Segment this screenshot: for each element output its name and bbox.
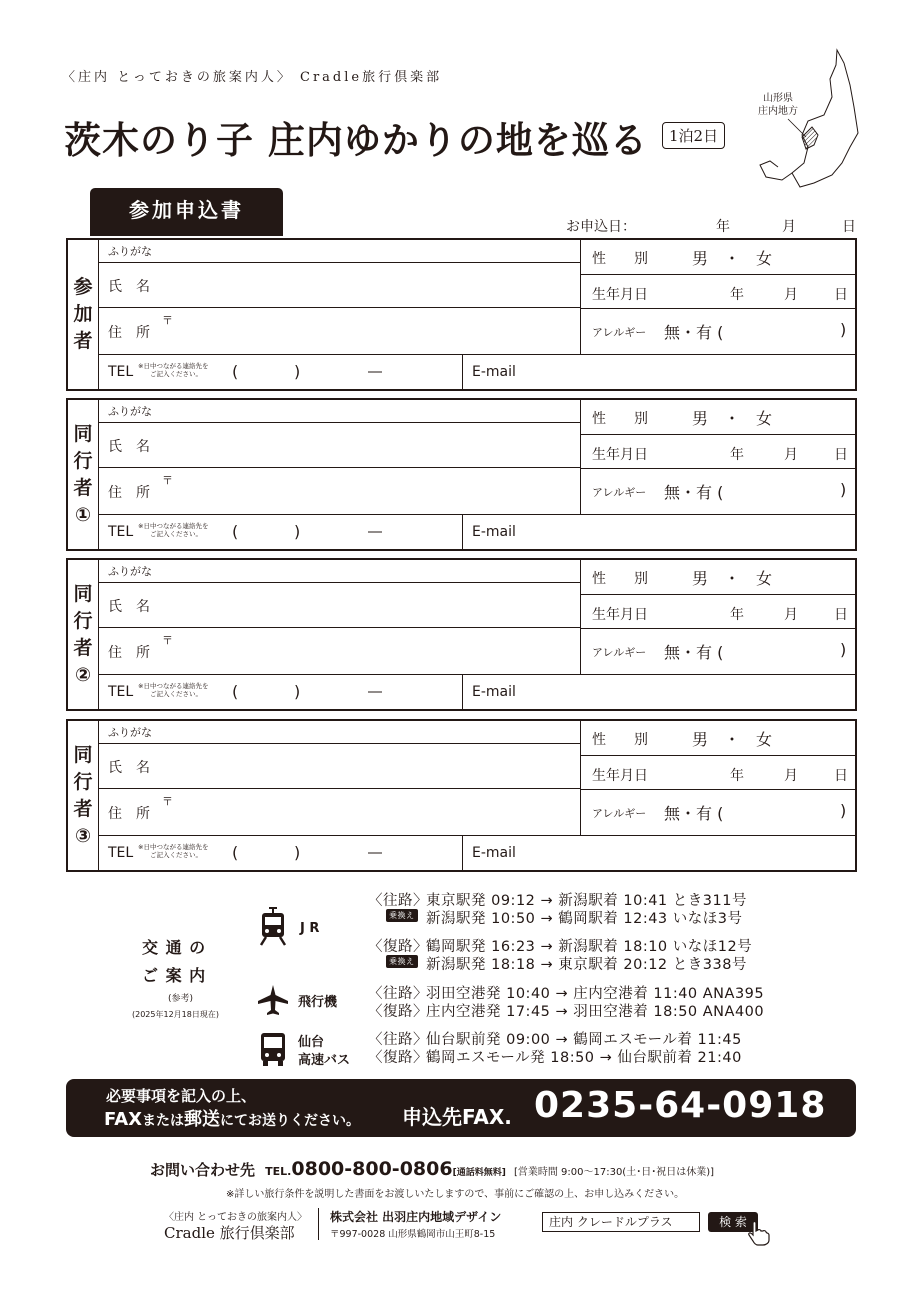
postal-mark: 〒 — [162, 474, 173, 487]
tel-field[interactable] — [238, 837, 458, 867]
birthdate-divider — [580, 628, 857, 629]
birthdate-label: 生年月日 — [592, 287, 648, 303]
pointer-hand-icon — [746, 1220, 770, 1246]
block-label-char: 行 — [73, 609, 93, 632]
air-return-tag: 〈復路〉 — [368, 1004, 428, 1020]
page-title: 茨木のり子 庄内ゆかりの地を巡る — [64, 118, 648, 162]
birthdate-month: 月 — [784, 447, 798, 463]
block-label-char: 同 — [73, 743, 93, 766]
allergy-options[interactable]: 無・有 ( — [664, 804, 724, 823]
block-number: ② — [74, 663, 92, 686]
tel-dash: ― — [368, 845, 382, 861]
jr-return-tag: 〈復路〉 — [368, 939, 428, 955]
block-label — [68, 721, 99, 870]
furigana-label: ふりがな — [108, 245, 152, 258]
block-label-char: 参 — [73, 276, 93, 298]
birthdate-month: 月 — [784, 287, 798, 303]
contact-tel-prefix: TEL. — [265, 1165, 292, 1178]
contact-line — [150, 1158, 714, 1180]
tel-note-2: ご記入ください。 — [150, 370, 202, 378]
block-label-char: 行 — [73, 449, 93, 472]
allergy-options[interactable]: 無・有 ( — [664, 323, 724, 342]
tel-paren-open: ( — [232, 362, 239, 381]
allergy-close: ) — [840, 640, 847, 659]
post-word: 郵送 — [184, 1109, 221, 1130]
date-month-label: 月 — [782, 219, 796, 235]
address-field[interactable] — [178, 789, 578, 834]
gender-divider — [580, 274, 857, 275]
tel-field[interactable] — [238, 516, 458, 546]
transport-heading-note: (参考) — [168, 994, 194, 1004]
tel-field[interactable] — [238, 676, 458, 706]
application-date-label: お申込日： — [566, 219, 636, 235]
block-number: ③ — [74, 824, 92, 847]
address-label: 住 所 — [108, 645, 150, 661]
block-label-char: 同 — [73, 422, 93, 445]
gender-divider — [580, 434, 857, 435]
gender-label: 性 別 — [592, 411, 648, 427]
email-field[interactable] — [528, 676, 853, 706]
birthdate-year: 年 — [730, 287, 744, 303]
tel-email-divider — [462, 674, 463, 709]
bus-return-tag: 〈復路〉 — [368, 1050, 428, 1066]
block-label-char: 者 — [73, 330, 93, 352]
tel-paren-close: ) — [294, 843, 301, 862]
bus-label-1: 仙台 — [298, 1035, 325, 1050]
tel-note-1: ※日中つながる連絡先を — [138, 843, 209, 851]
address-label: 住 所 — [108, 485, 150, 501]
map-label — [752, 92, 804, 118]
tel-note-1: ※日中つながる連絡先を — [138, 522, 209, 530]
block-label — [68, 240, 99, 389]
email-label: E-mail — [472, 364, 516, 380]
birthdate-divider — [580, 468, 857, 469]
date-year-label: 年 — [716, 219, 730, 235]
tagline: 〈庄内 とっておきの旅案内人〉 Cradle旅行倶楽部 — [62, 70, 443, 85]
tel-paren-close: ) — [294, 362, 301, 381]
name-label: 氏 名 — [108, 439, 150, 455]
map-label-line2: 庄内地方 — [758, 106, 798, 117]
furigana-label: ふりがな — [108, 405, 152, 418]
column-divider — [580, 721, 581, 835]
birthdate-day: 日 — [834, 768, 848, 784]
contact-hours: [営業時間 9:00～17:30(土･日･祝日は休業)] — [513, 1167, 715, 1178]
tel-label: TEL — [108, 845, 134, 861]
air-outbound: 羽田空港発 10:40 → 庄内空港着 11:40 ANA395 — [426, 986, 765, 1002]
tel-paren-open: ( — [232, 682, 239, 701]
fax-line1: 必要事項を記入の上、 — [106, 1087, 257, 1105]
allergy-close: ) — [840, 320, 847, 339]
transport-heading-1: 交 通 の — [142, 938, 207, 957]
gender-label: 性 別 — [592, 251, 648, 267]
address-field[interactable] — [178, 468, 578, 513]
tel-dash: ― — [368, 364, 382, 380]
jr-outbound-2: 新潟駅発 10:50 → 鶴岡駅着 12:43 いなほ3号 — [426, 911, 743, 927]
allergy-label: アレルギー — [592, 646, 647, 659]
contact-toll-free: [通話料無料] — [452, 1168, 506, 1178]
transfer-badge: 乗換え — [386, 909, 418, 922]
furigana-label: ふりがな — [108, 726, 152, 739]
birthdate-year: 年 — [730, 607, 744, 623]
column-divider — [580, 560, 581, 674]
tel-field[interactable] — [238, 356, 458, 386]
allergy-close: ) — [840, 801, 847, 820]
footer — [160, 1206, 780, 1256]
birthdate-day: 日 — [834, 287, 848, 303]
terms-note: ※詳しい旅行条件を説明した書面をお渡しいたしますので、事前にご確認の上、お申し込みください。 — [226, 1189, 685, 1200]
bus-outbound-tag: 〈往路〉 — [368, 1032, 428, 1048]
plane-label: 飛行機 — [298, 995, 338, 1010]
birthdate-day: 日 — [834, 607, 848, 623]
tel-label: TEL — [108, 364, 134, 380]
tel-note-2: ご記入ください。 — [150, 690, 202, 698]
allergy-options[interactable]: 無・有 ( — [664, 483, 724, 502]
address-field[interactable] — [178, 628, 578, 673]
birthdate-month: 月 — [784, 768, 798, 784]
search-input[interactable]: 庄内 クレードルプラス — [542, 1212, 700, 1232]
email-label: E-mail — [472, 524, 516, 540]
transport-guide — [132, 885, 858, 1075]
fax-number: 0235-64-0918 — [534, 1085, 827, 1126]
gender-options[interactable]: 男 ・ 女 — [692, 569, 773, 588]
block-label-char: 行 — [73, 770, 93, 793]
address-label: 住 所 — [108, 325, 150, 341]
name-field[interactable] — [158, 263, 578, 306]
search-button[interactable]: 検 索 — [708, 1212, 758, 1232]
jr-outbound-transfer — [386, 907, 421, 923]
block-label — [68, 400, 99, 549]
bus-outbound: 仙台駅前発 09:00 → 鶴岡エスモール着 11:45 — [426, 1032, 742, 1048]
jr-return-1: 鶴岡駅発 16:23 → 新潟駅着 18:10 いなほ12号 — [426, 939, 753, 955]
contact-divider — [99, 514, 857, 515]
gender-options[interactable]: 男 ・ 女 — [692, 730, 773, 749]
email-field[interactable] — [528, 837, 853, 867]
jr-label: J R — [300, 921, 320, 936]
jr-return-2: 新潟駅発 18:18 → 東京駅着 20:12 とき338号 — [426, 957, 747, 973]
tel-label: TEL — [108, 524, 134, 540]
or-word: または — [142, 1113, 185, 1129]
jr-outbound-1: 東京駅発 09:12 → 新潟駅着 10:41 とき311号 — [426, 893, 747, 909]
allergy-label: アレルギー — [592, 807, 647, 820]
postal-mark: 〒 — [162, 314, 173, 327]
birthdate-label: 生年月日 — [592, 447, 648, 463]
contact-label: お問い合わせ先 — [150, 1161, 256, 1179]
allergy-close: ) — [840, 480, 847, 499]
tel-note-2: ご記入ください。 — [150, 530, 202, 538]
allergy-label: アレルギー — [592, 486, 647, 499]
transport-heading-date: (2025年12月18日現在) — [132, 1010, 219, 1019]
contact-phone[interactable]: 0800-800-0806 — [291, 1158, 453, 1180]
email-label: E-mail — [472, 684, 516, 700]
date-day-label: 日 — [842, 219, 856, 235]
gender-options[interactable]: 男 ・ 女 — [692, 409, 773, 428]
column-divider — [580, 400, 581, 514]
applicant-block — [66, 398, 857, 551]
birthdate-year: 年 — [730, 768, 744, 784]
email-field[interactable] — [528, 356, 853, 386]
bus-return: 鶴岡エスモール発 18:50 → 仙台駅前着 21:40 — [426, 1050, 742, 1066]
birthdate-year: 年 — [730, 447, 744, 463]
tel-dash: ― — [368, 684, 382, 700]
map-label-line1: 山形県 — [763, 93, 793, 104]
jr-return-transfer — [386, 953, 421, 969]
transport-heading-2: ご 案 内 — [142, 966, 207, 985]
address-field[interactable] — [178, 308, 578, 353]
air-outbound-tag: 〈往路〉 — [368, 986, 428, 1002]
tel-note-1: ※日中つながる連絡先を — [138, 362, 209, 370]
bus-icon — [258, 1031, 288, 1067]
name-label: 氏 名 — [108, 599, 150, 615]
tel-paren-open: ( — [232, 843, 239, 862]
tel-email-divider — [462, 514, 463, 549]
bus-label-2: 高速バス — [298, 1053, 351, 1068]
applicant-block — [66, 558, 857, 711]
airplane-icon — [256, 983, 290, 1017]
fax-banner — [66, 1079, 856, 1137]
contact-divider — [99, 674, 857, 675]
email-label: E-mail — [472, 845, 516, 861]
applicant-block — [66, 719, 857, 872]
name-field[interactable] — [158, 744, 578, 787]
email-field[interactable] — [528, 516, 853, 546]
name-field[interactable] — [158, 583, 578, 626]
duration-badge: 1泊2日 — [662, 122, 725, 149]
block-label-char: 加 — [73, 303, 93, 325]
address-label: 住 所 — [108, 806, 150, 822]
footer-brand-tagline: 〈庄内 とっておきの旅案内人〉 — [164, 1212, 307, 1223]
jr-outbound-tag: 〈往路〉 — [368, 893, 428, 909]
birthdate-divider — [580, 308, 857, 309]
tel-dash: ― — [368, 524, 382, 540]
tel-label: TEL — [108, 684, 134, 700]
block-number: ① — [74, 503, 92, 526]
birthdate-label: 生年月日 — [592, 768, 648, 784]
column-divider — [580, 240, 581, 354]
gender-divider — [580, 594, 857, 595]
birthdate-month: 月 — [784, 607, 798, 623]
block-label-char: 者 — [73, 797, 93, 820]
tel-email-divider — [462, 835, 463, 870]
postal-mark: 〒 — [162, 795, 173, 808]
gender-options[interactable]: 男 ・ 女 — [692, 249, 773, 268]
fax-word: FAX — [104, 1109, 143, 1130]
form-tab: 参加申込書 — [90, 188, 283, 236]
contact-divider — [99, 354, 857, 355]
name-label: 氏 名 — [108, 760, 150, 776]
birthdate-day: 日 — [834, 447, 848, 463]
allergy-label: アレルギー — [592, 326, 647, 339]
furigana-label: ふりがな — [108, 565, 152, 578]
block-label-char: 者 — [73, 476, 93, 499]
postal-mark: 〒 — [162, 634, 173, 647]
tel-email-divider — [462, 354, 463, 389]
allergy-options[interactable]: 無・有 ( — [664, 643, 724, 662]
air-return: 庄内空港発 17:45 → 羽田空港着 18:50 ANA400 — [426, 1004, 765, 1020]
block-label-char: 同 — [73, 582, 93, 605]
tel-note-2: ご記入ください。 — [150, 851, 202, 859]
applicant-block — [66, 238, 857, 391]
footer-divider — [318, 1208, 319, 1240]
send-text: にてお送りください。 — [220, 1113, 361, 1129]
gender-divider — [580, 755, 857, 756]
gender-label: 性 別 — [592, 571, 648, 587]
birthdate-label: 生年月日 — [592, 607, 648, 623]
tel-paren-close: ) — [294, 682, 301, 701]
block-label — [68, 560, 99, 709]
footer-brand-name: Cradle 旅行倶楽部 — [164, 1224, 295, 1242]
gender-label: 性 別 — [592, 732, 648, 748]
birthdate-divider — [580, 789, 857, 790]
name-field[interactable] — [158, 423, 578, 466]
tel-paren-open: ( — [232, 522, 239, 541]
transfer-badge: 乗換え — [386, 955, 418, 968]
tel-paren-close: ) — [294, 522, 301, 541]
fax-label: 申込先FAX. — [402, 1105, 512, 1129]
footer-company: 株式会社 出羽庄内地域デザイン — [330, 1210, 502, 1224]
tel-note-1: ※日中つながる連絡先を — [138, 682, 209, 690]
fax-line2 — [104, 1105, 360, 1131]
footer-address: 〒997-0028 山形県鶴岡市山王町8-15 — [330, 1229, 496, 1240]
contact-divider — [99, 835, 857, 836]
train-icon — [258, 907, 288, 947]
name-label: 氏 名 — [108, 279, 150, 295]
block-label-char: 者 — [73, 636, 93, 659]
